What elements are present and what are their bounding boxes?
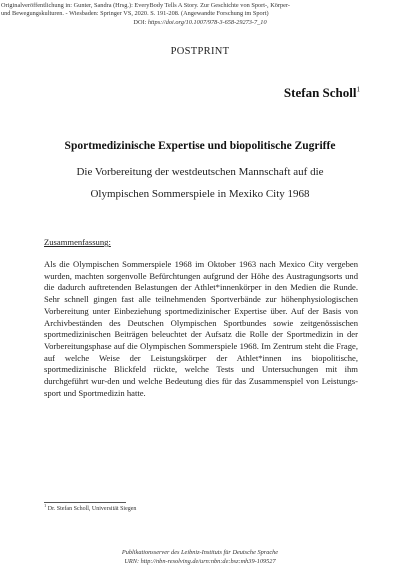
doi-link[interactable]: https://doi.org/10.1007/978-3-658-29273-7_10 [147,18,267,26]
doi-prefix: DOI: [133,18,148,26]
subtitle-line-2: Olympischen Sommerspiele in Mexiko City 1968 [90,188,310,200]
postprint-label: POSTPRINT [170,46,230,57]
author-name [284,85,360,101]
footnote-divider [44,502,126,503]
footnote [44,503,137,512]
subtitle-line-1: Die Vorbereitung der westdeutschen Mannschaft auf die [76,166,324,178]
footer-urn: URN: http://nbn-resolving.de/urn:nbn:de:bsz:mh39-109527 [124,557,276,565]
footer-line-1: Publikationsserver des Leibniz-Instituts für Deutsche Sprache [121,549,279,556]
author-name-text: Stefan Scholl [283,85,357,100]
author-footnote-mark: 1 [356,85,360,94]
citation-header [0,2,400,27]
doi-line [0,19,400,27]
footnote-text: Dr. Stefan Scholl, Universität Siegen [46,506,137,512]
abstract-text: Als die Olympischen Sommerspiele 1968 im Oktober 1963 nach Mexico City vergeben wurden, machten sorgenvolle Befürchtungen aufgrund der Höhe des Austragungsorts und die dadurch auftretenden Belastungen der Athlet*innenkörper in den Medien die Runde. Sehr schnell gingen fast alle teilnehmenden Sportverbände zur höhenphysiologischen Vorbereitung unter Einbeziehung sportmedizinischer Expertise über. Auf der Basis von Archivbeständen des Deutschen Olympischen Sportbundes sowie zeitgenössischen sportmedizinischen Beiträgen beleuchtet der Aufsatz die Rolle der Sportmedizin in der Vorbereitungsphase auf die Olympischen Sommerspiele 1968. Im Zentrum steht die Frage, auf welche Weise der Leistungskörper der Athlet*innen ins biopolitische, sportmedizinische Blickfeld rückte, welche Tests und Untersuchungen mit ihm durchgeführt wur-den und welche Bedeutung dies für das Zusammenspiel von Leistungs-sport und Sportmedizin hatte. [44,259,358,398]
abstract-label: Zusammenfassung: [44,237,111,247]
citation-line-1: Originalveröffentlichung in: Gunter, Sandra (Hrsg.): EveryBody Tells A Story. Zur Geschichte von Sport-, Körper- [1,2,291,9]
page-footer [0,549,400,566]
citation-line-2: und Bewegungskulturen. - Wiesbaden: Springer VS, 2020. S. 191-208. (Angewandte Forschung im Sport) [1,10,269,18]
footnote-mark: 1 [44,503,47,508]
paper-subtitle [40,161,360,205]
paper-title: Sportmedizinische Expertise und biopolitische Zugriffe [64,140,336,152]
